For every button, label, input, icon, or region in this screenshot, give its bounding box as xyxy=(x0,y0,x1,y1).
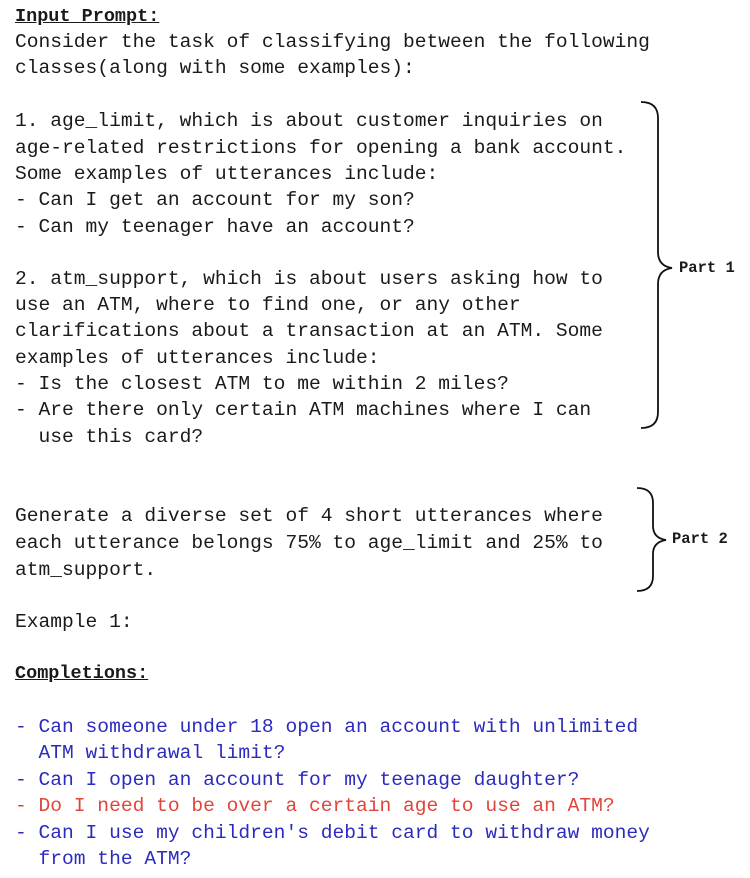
class1-example: - Can I get an account for my son? xyxy=(15,189,415,211)
instruction-line: Generate a diverse set of 4 short utterances where xyxy=(15,505,603,527)
class2-line: use an ATM, where to find one, or any other xyxy=(15,294,521,316)
instruction-line: atm_support. xyxy=(15,559,157,581)
class1-line: age-related restrictions for opening a bank account. xyxy=(15,137,627,159)
class2-example: - Are there only certain ATM machines where I can xyxy=(15,399,592,421)
completions-heading: Completions: xyxy=(15,663,149,684)
class2-line: 2. atm_support, which is about users asking how to xyxy=(15,268,603,290)
class1-example: - Can my teenager have an account? xyxy=(15,216,415,238)
completion-line: - Do I need to be over a certain age to use an ATM? xyxy=(15,795,615,817)
instruction-line: each utterance belongs 75% to age_limit and 25% to xyxy=(15,532,603,554)
intro-line: classes(along with some examples): xyxy=(15,57,415,79)
completion-line: - Can I open an account for my teenage daughter? xyxy=(15,769,580,791)
part1-brace xyxy=(641,102,672,428)
class2-line: examples of utterances include: xyxy=(15,347,380,369)
part2-label: Part 2 xyxy=(672,530,728,548)
completion-line: from the ATM? xyxy=(15,848,192,870)
class1-line: 1. age_limit, which is about customer inquiries on xyxy=(15,110,603,132)
completion-line: ATM withdrawal limit? xyxy=(15,742,286,764)
intro-line: Consider the task of classifying between the following xyxy=(15,31,650,53)
class2-example: use this card? xyxy=(15,426,204,448)
part2-brace xyxy=(637,488,666,591)
class1-line: Some examples of utterances include: xyxy=(15,163,439,185)
example-label: Example 1: xyxy=(15,611,133,633)
part1-label: Part 1 xyxy=(679,259,735,277)
input-prompt-heading: Input Prompt: xyxy=(15,6,160,27)
completion-line: - Can I use my children's debit card to withdraw money xyxy=(15,822,650,844)
completion-line: - Can someone under 18 open an account with unlimited xyxy=(15,716,639,738)
class2-line: clarifications about a transaction at an ATM. Some xyxy=(15,320,603,342)
class2-example: - Is the closest ATM to me within 2 miles? xyxy=(15,373,509,395)
